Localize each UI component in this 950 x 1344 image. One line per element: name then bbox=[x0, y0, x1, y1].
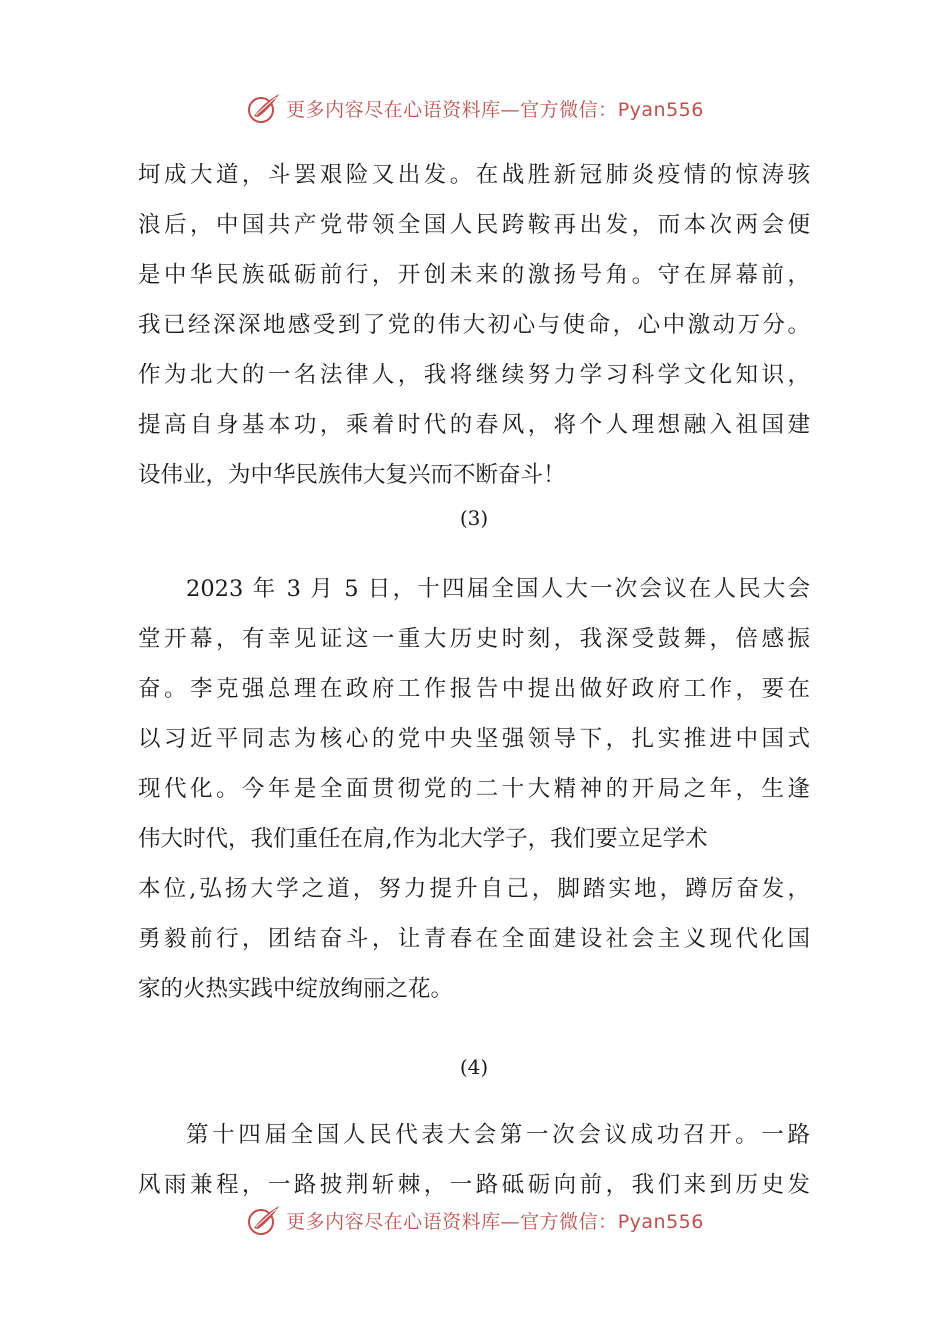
quill-logo-icon bbox=[246, 90, 282, 126]
text-line: 浪后，中国共产党带领全国人民跨鞍再出发，而本次两会便 bbox=[138, 212, 810, 238]
text-line: 是中华民族砥砺前行，开创未来的激扬号角。守在屏幕前， bbox=[138, 262, 810, 288]
text-line: 作为北大的一名法律人，我将继续努力学习科学文化知识， bbox=[138, 362, 810, 388]
quill-logo-icon bbox=[246, 1202, 282, 1238]
paragraph-3 bbox=[138, 1110, 810, 1210]
text-line: 本位,弘扬大学之道，努力提升自己，脚踏实地，蹲厉奋发， bbox=[138, 876, 810, 902]
text-line: 设伟业，为中华民族伟大复兴而不断奋斗！ bbox=[138, 462, 566, 488]
footer-banner bbox=[0, 1200, 950, 1240]
text-line: 奋。李克强总理在政府工作报告中提出做好政府工作，要在 bbox=[138, 676, 810, 702]
text-line: 2023 年 3 月 5 日，十四届全国人大一次会议在人民大会 bbox=[186, 576, 810, 602]
text-line: 提高自身基本功，乘着时代的春风，将个人理想融入祖国建 bbox=[138, 412, 810, 438]
text-line: 勇毅前行，团结奋斗，让青春在全面建设社会主义现代化国 bbox=[138, 926, 810, 952]
document-body bbox=[138, 150, 810, 1210]
text-line: 我已经深深地感受到了党的伟大初心与使命，心中激动万分。 bbox=[138, 312, 810, 338]
text-line: 伟大时代，我们重任在肩,作为北大学子，我们要立足学术 bbox=[138, 826, 708, 852]
section-number-3: (3) bbox=[459, 506, 489, 530]
text-line: 风雨兼程，一路披荆斩棘，一路砥砺向前，我们来到历史发 bbox=[138, 1172, 810, 1198]
paragraph-2 bbox=[138, 564, 810, 1014]
text-line: 坷成大道，斗罢艰险又出发。在战胜新冠肺炎疫情的惊涛骇 bbox=[138, 162, 810, 188]
header-text: 更多内容尽在心语资料库—官方微信：Pyan556 bbox=[286, 98, 704, 121]
text-line: 现代化。今年是全面贯彻党的二十大精神的开局之年，生逢 bbox=[138, 776, 810, 802]
text-line: 堂开幕，有幸见证这一重大历史时刻，我深受鼓舞，倍感振 bbox=[138, 626, 810, 652]
text-line: 家的火热实践中绽放绚丽之花。 bbox=[138, 976, 454, 1002]
header-banner bbox=[0, 88, 950, 128]
text-line: 以习近平同志为核心的党中央坚强领导下，扎实推进中国式 bbox=[138, 726, 810, 752]
footer-text: 更多内容尽在心语资料库—官方微信：Pyan556 bbox=[286, 1210, 704, 1233]
text-line: 第十四届全国人民代表大会第一次会议成功召开。一路 bbox=[186, 1122, 810, 1148]
section-number-4: (4) bbox=[459, 1055, 489, 1079]
paragraph-1 bbox=[138, 150, 810, 500]
